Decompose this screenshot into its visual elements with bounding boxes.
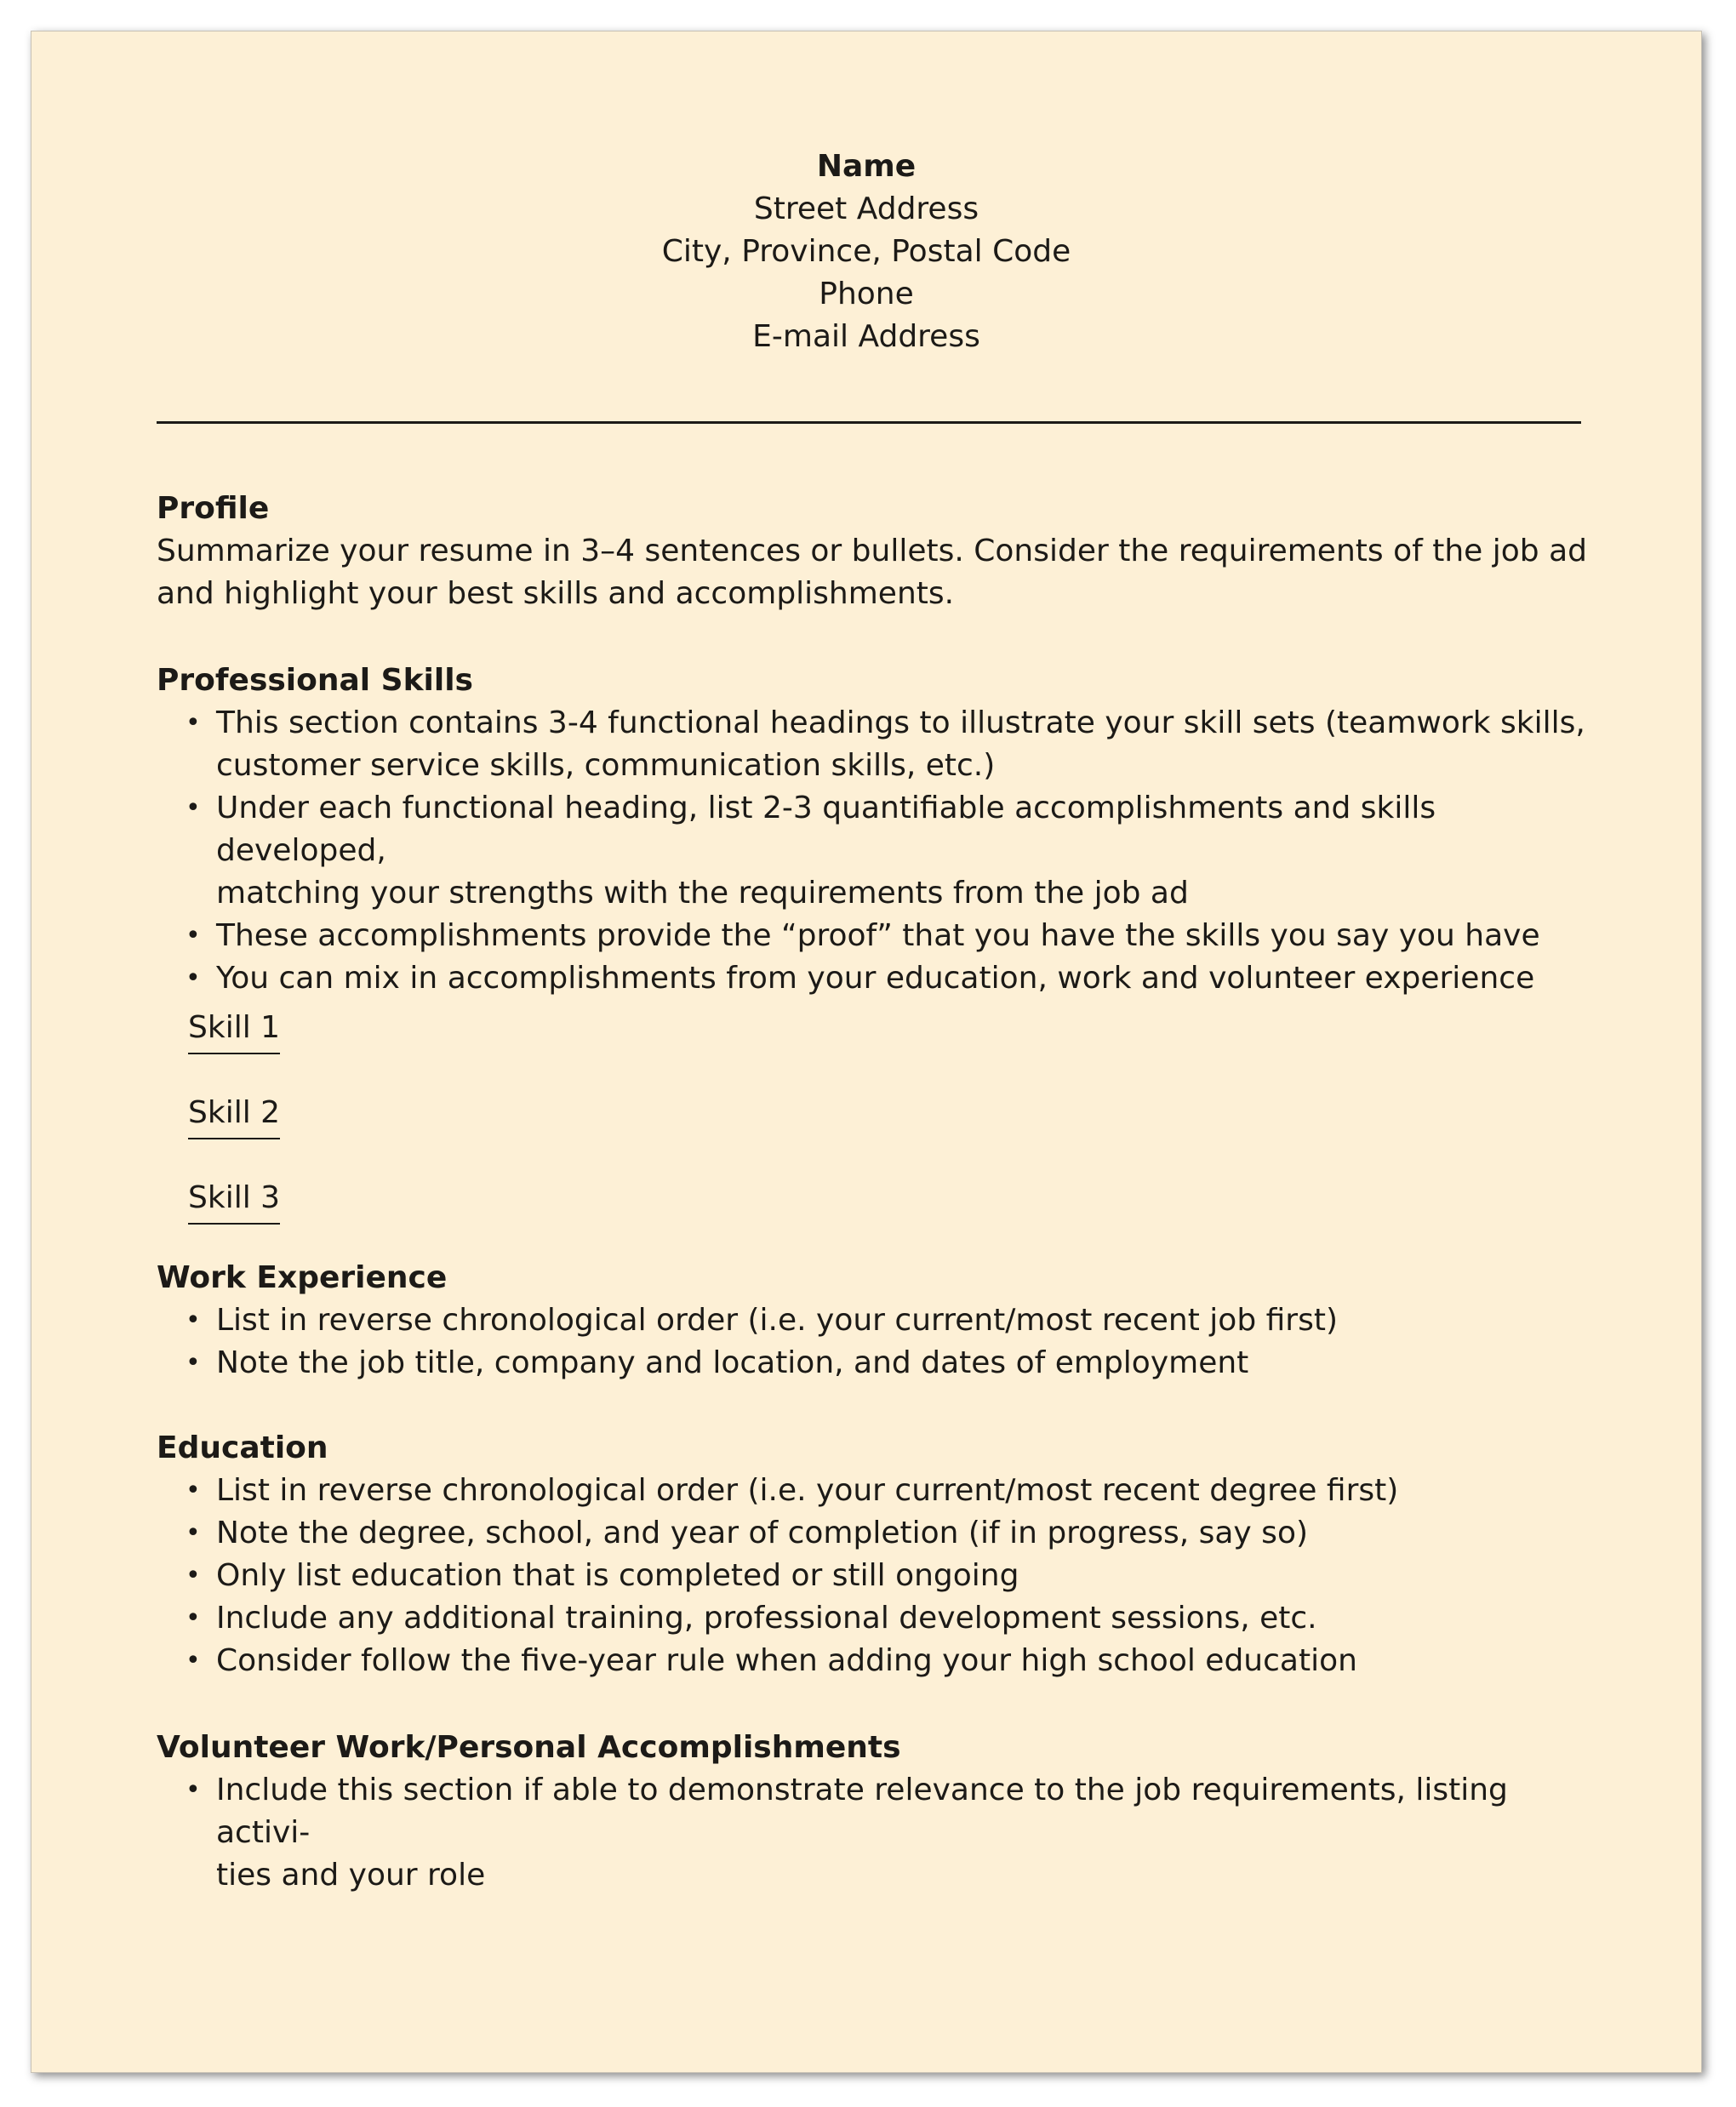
- education-heading: Education: [157, 1430, 328, 1465]
- list-item: • Consider follow the five-year rule when adding your high school education: [157, 1640, 1603, 1682]
- professional-skills-heading: Professional Skills: [157, 663, 473, 698]
- contact-header: [31, 146, 1701, 358]
- list-item: • List in reverse chronological order (i.e. your current/most recent job first): [157, 1299, 1603, 1342]
- list-item: • List in reverse chronological order (i.e. your current/most recent degree first): [157, 1470, 1603, 1512]
- list-item: [157, 915, 1603, 957]
- skill-3-heading: Skill 3: [188, 1177, 280, 1225]
- list-item: • Include any additional training, professional development sessions, etc.: [157, 1597, 1603, 1640]
- name-heading: Name: [816, 149, 917, 184]
- email-address: E-mail Address: [752, 319, 980, 354]
- profile-section: [157, 488, 1603, 615]
- list-item: [157, 1769, 1603, 1897]
- list-item: [157, 787, 1603, 915]
- volunteer-list: [157, 1769, 1603, 1897]
- professional-skills-list: [157, 702, 1603, 1000]
- work-experience-heading: Work Experience: [157, 1260, 448, 1295]
- list-item-line: • These accomplishments provide the “proof” that you have the skills you say you have: [216, 918, 1540, 953]
- work-experience-section: [157, 1257, 1603, 1385]
- list-item-line: • You can mix in accomplishments from your education, work and volunteer experience: [216, 961, 1535, 996]
- list-item: • Note the job title, company and location, and dates of employment: [157, 1342, 1603, 1385]
- street-address: Street Address: [753, 191, 979, 226]
- phone: Phone: [819, 277, 914, 311]
- city-province-postal: City, Province, Postal Code: [661, 234, 1071, 269]
- list-item: • Only list education that is completed or still ongoing: [157, 1555, 1603, 1597]
- list-item-line: ties and your role: [216, 1858, 486, 1893]
- work-experience-list: [157, 1299, 1603, 1385]
- profile-text-line: Summarize your resume in 3–4 sentences or bullets. Consider the requirements of the job ad: [157, 534, 1587, 568]
- list-item: [157, 702, 1603, 787]
- list-item-line: • This section contains 3-4 functional headings to illustrate your skill sets (teamwork skills,: [216, 705, 1585, 740]
- list-item-line: • Under each functional heading, list 2-3 quantifiable accomplishments and skills developed,: [216, 791, 1436, 868]
- skill-2-heading: Skill 2: [188, 1092, 280, 1139]
- volunteer-section: [157, 1727, 1603, 1897]
- header-divider: [157, 421, 1581, 424]
- volunteer-heading: Volunteer Work/Personal Accomplishments: [157, 1730, 901, 1765]
- list-item-line: • Include this section if able to demonstrate relevance to the job requirements, listing activi-: [216, 1773, 1508, 1850]
- profile-text-line: and highlight your best skills and accomplishments.: [157, 576, 955, 611]
- skill-1-heading: Skill 1: [188, 1007, 280, 1054]
- list-item: • Note the degree, school, and year of completion (if in progress, say so): [157, 1512, 1603, 1555]
- list-item-line: customer service skills, communication skills, etc.): [216, 748, 996, 783]
- list-item-line: matching your strengths with the requirements from the job ad: [216, 876, 1189, 911]
- list-item: [157, 957, 1603, 1000]
- education-list: [157, 1470, 1603, 1682]
- professional-skills-section: [157, 660, 1603, 1000]
- education-section: [157, 1427, 1603, 1682]
- resume-page: [31, 31, 1702, 2073]
- profile-heading: Profile: [157, 491, 270, 526]
